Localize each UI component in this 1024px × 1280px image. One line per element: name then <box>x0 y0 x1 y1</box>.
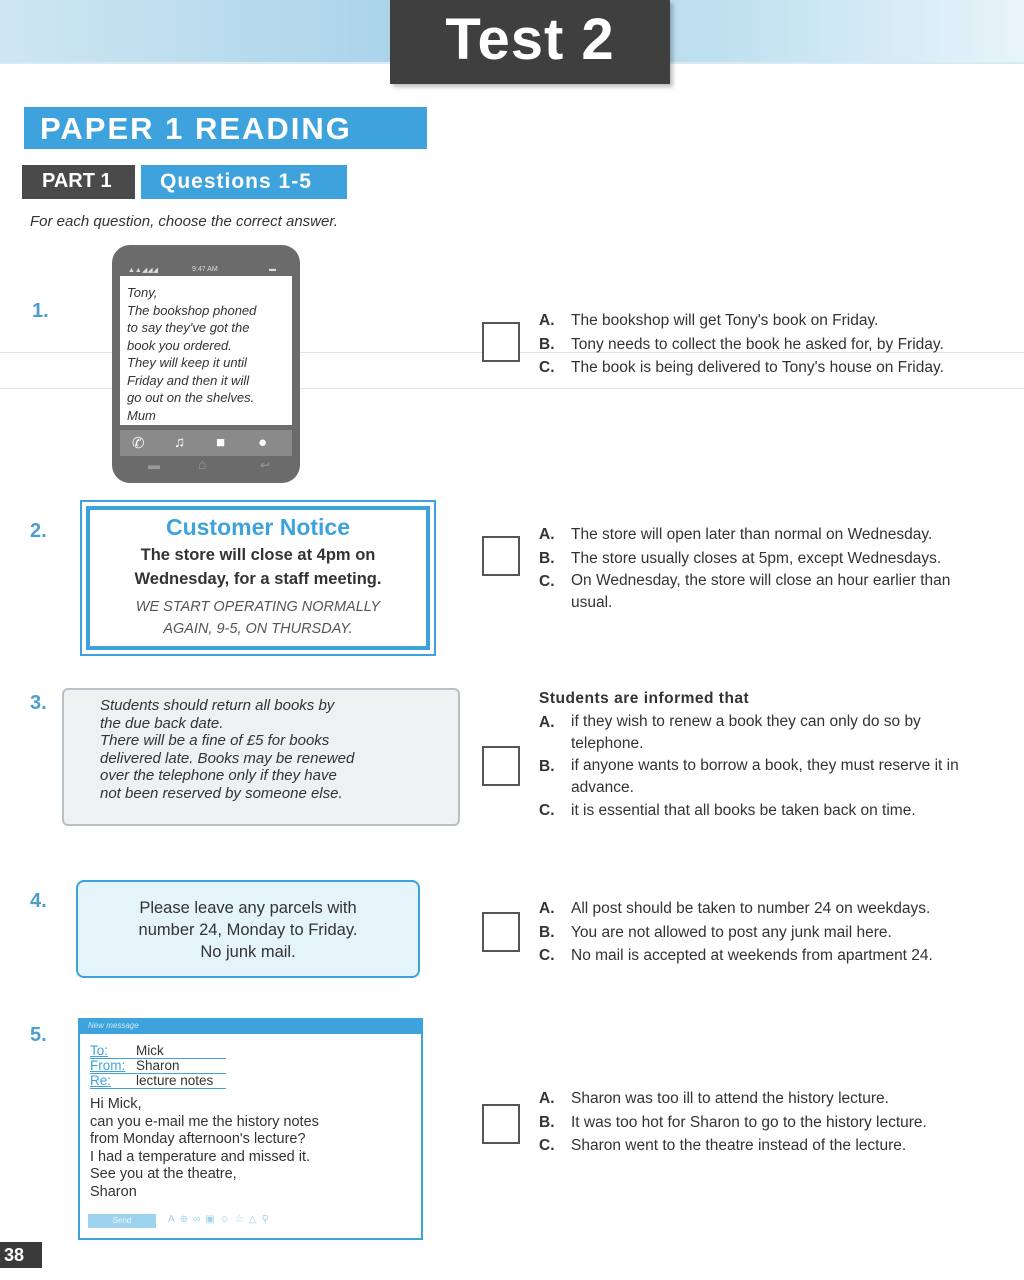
search-icon[interactable]: ⚲ <box>261 1214 274 1225</box>
option-b[interactable]: B. You are not allowed to post any junk mail here. <box>539 923 892 941</box>
note-line: number 24, Monday to Friday. <box>138 921 358 939</box>
notice-line: Wednesday, for a staff meeting. <box>134 570 382 588</box>
answer-options <box>539 897 1009 968</box>
phone-message <box>127 284 287 424</box>
question-stem: Students are informed that <box>539 690 750 707</box>
phone-time: 9:47 AM <box>192 266 218 273</box>
note-line: No junk mail. <box>200 943 296 961</box>
option-c[interactable]: C. On Wednesday, the store will close an hour earlier than usual. <box>539 572 951 611</box>
option-a[interactable]: A. All post should be taken to number 24 on weekdays. <box>539 900 931 917</box>
library-note-text <box>100 697 450 802</box>
back-icon: ↩ <box>260 458 271 472</box>
email-subject: lecture notes <box>136 1073 214 1088</box>
notice-footer <box>86 596 430 640</box>
send-button[interactable]: Send <box>88 1214 156 1228</box>
email-body <box>90 1096 410 1201</box>
answer-options <box>539 523 1009 614</box>
question-number: 2. <box>30 520 47 542</box>
note-line: Please leave any parcels with <box>139 899 357 917</box>
note-line: delivered late. Books may be renewed <box>100 749 355 767</box>
notice-line: AGAIN, 9-5, ON THURSDAY. <box>163 621 353 637</box>
message-line: to say they've got the <box>127 320 250 335</box>
part-label: PART 1 <box>22 165 135 199</box>
note-line: There will be a fine of £5 for books <box>100 732 330 749</box>
email-to-row: To: Mick <box>90 1043 226 1059</box>
email-toolbar <box>168 1214 274 1225</box>
note-line: over the telephone only if they have <box>100 767 337 784</box>
email-to: Mick <box>136 1043 164 1058</box>
option-b[interactable]: B. Tony needs to collect the book he asked for, by Friday. <box>539 335 944 353</box>
option-a[interactable]: A. The bookshop will get Tony's book on Friday. <box>539 312 879 329</box>
email-from-row: From: Sharon <box>90 1058 226 1074</box>
phone-status-bar: ▲▲◢◢◢ 9:47 AM ▬ <box>128 266 276 274</box>
instruction-text: For each question, choose the correct answer. <box>30 213 338 230</box>
star-icon[interactable]: ☆ <box>234 1214 249 1225</box>
option-a[interactable]: A. if they wish to renew a book they can only do so by telephone. <box>539 712 921 752</box>
question-number: 3. <box>30 692 47 714</box>
email-line: can you e-mail me the history notes <box>90 1113 319 1130</box>
text-format-icon[interactable]: A <box>168 1214 180 1225</box>
message-line: Mum <box>127 407 156 423</box>
email-line: from Monday afternoon's lecture? <box>90 1131 306 1147</box>
menu-icon: ▬ <box>148 458 160 472</box>
question-number: 5. <box>30 1024 47 1046</box>
phone-nav-bar <box>120 458 292 476</box>
message-line: Tony, <box>127 285 158 300</box>
music-icon: ♫ <box>174 434 186 451</box>
drive-icon[interactable]: △ <box>248 1214 262 1225</box>
question-number: 4. <box>30 890 47 912</box>
emoji-icon[interactable]: ☺ <box>219 1214 235 1225</box>
part-questions: Questions 1-5 <box>141 165 347 199</box>
message-line: They will keep it until <box>127 355 247 370</box>
option-c[interactable]: C. No mail is accepted at weekends from apartment 24. <box>539 947 933 964</box>
parcel-note-text <box>76 897 420 963</box>
notice-line: WE START OPERATING NORMALLY <box>135 599 381 615</box>
note-line: Students should return all books by <box>100 697 335 714</box>
question-number: 1. <box>32 300 49 322</box>
note-line: not been reserved by someone else. <box>100 784 343 802</box>
link-icon[interactable]: ∞ <box>193 1214 206 1225</box>
option-c[interactable]: C. Sharon went to the theatre instead of the lecture. <box>539 1137 907 1154</box>
answer-options <box>539 1087 1009 1158</box>
answer-box[interactable] <box>482 536 520 576</box>
attach-icon[interactable]: ⊕ <box>179 1214 194 1225</box>
option-b[interactable]: B. It was too hot for Sharon to go to the history lecture. <box>539 1113 927 1131</box>
answer-box[interactable] <box>482 912 520 952</box>
answer-box[interactable] <box>482 746 520 786</box>
phone-call-icon: ✆ <box>132 435 145 452</box>
message-line: book you ordered. <box>127 337 232 353</box>
home-icon: ⌂ <box>198 456 207 472</box>
option-b[interactable]: B. if anyone wants to borrow a book, they must reserve it in advance. <box>539 756 959 796</box>
message-line: go out on the shelves. <box>127 390 255 405</box>
email-from: Sharon <box>136 1058 180 1073</box>
email-line: Sharon <box>90 1183 137 1200</box>
note-line: the due back date. <box>100 714 224 732</box>
message-line: Friday and then it will <box>127 372 250 388</box>
option-c[interactable]: C. it is essential that all books be taken back on time. <box>539 801 916 819</box>
camera-icon: ■ <box>216 434 226 451</box>
photo-icon[interactable]: ▣ <box>205 1214 220 1225</box>
answer-box[interactable] <box>482 322 520 362</box>
option-b[interactable]: B. The store usually closes at 5pm, except Wednesdays. <box>539 549 942 567</box>
notice-line: The store will close at 4pm on <box>140 546 376 564</box>
answer-box[interactable] <box>482 1104 520 1144</box>
option-a[interactable]: A. Sharon was too ill to attend the history lecture. <box>539 1090 889 1107</box>
option-c[interactable]: C. The book is being delivered to Tony's house on Friday. <box>539 359 944 376</box>
email-subject-row: Re: lecture notes <box>90 1073 226 1089</box>
email-line: I had a temperature and missed it. <box>90 1148 311 1165</box>
page-number: 38 <box>0 1242 42 1268</box>
test-title: Test 2 <box>445 7 615 72</box>
globe-icon: ● <box>258 434 268 451</box>
answer-options <box>539 687 1009 822</box>
email-line: See you at the theatre, <box>90 1166 237 1182</box>
paper-heading: PAPER 1 READING <box>24 107 427 149</box>
email-window-title: New message <box>88 1021 139 1030</box>
notice-body <box>86 543 430 591</box>
notice-title: Customer Notice <box>165 514 351 540</box>
message-line: The bookshop phoned <box>127 302 257 318</box>
answer-options <box>539 309 1024 380</box>
email-line: Hi Mick, <box>90 1096 142 1112</box>
option-a[interactable]: A. The store will open later than normal on Wednesday. <box>539 526 933 543</box>
